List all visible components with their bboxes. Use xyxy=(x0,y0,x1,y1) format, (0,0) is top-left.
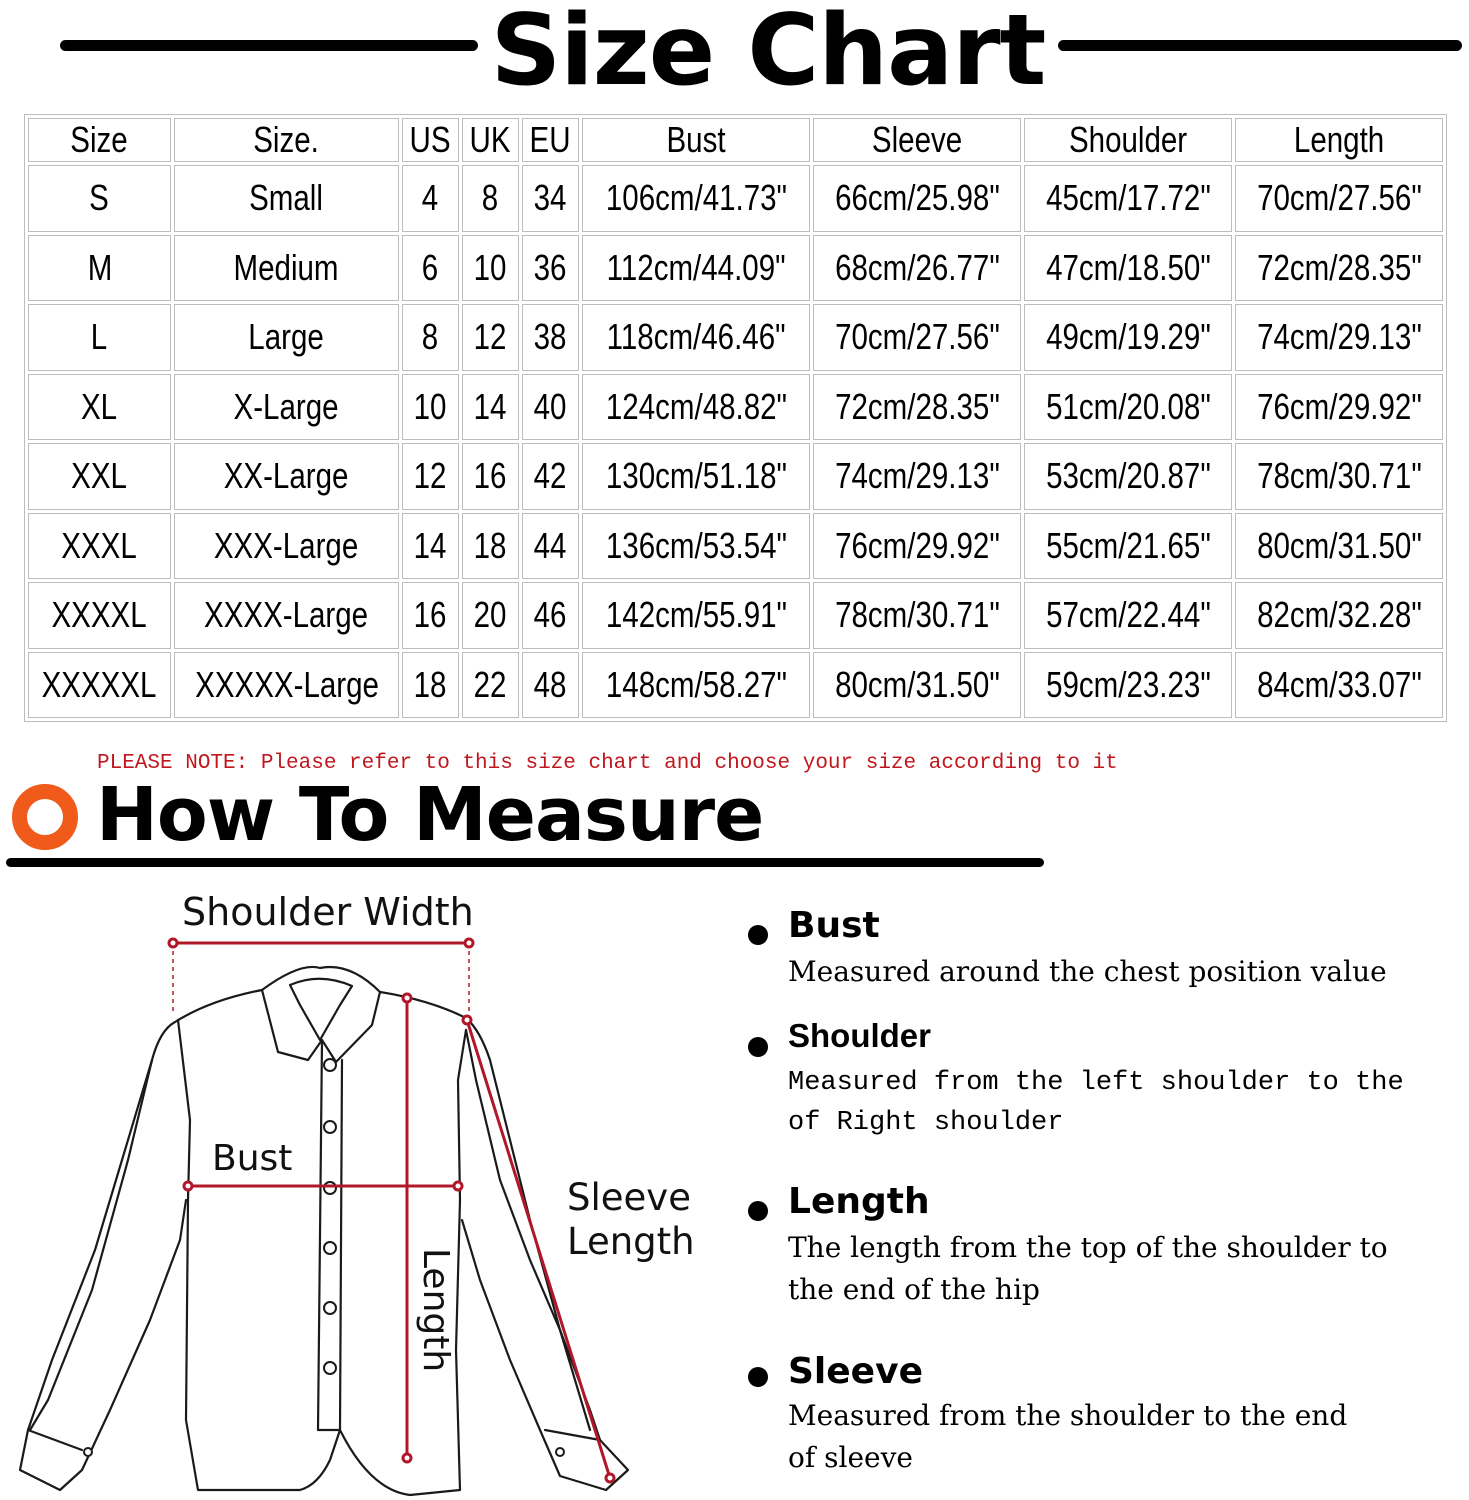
table-cell xyxy=(1235,582,1443,649)
sleeve-label-line1: Sleeve xyxy=(567,1176,691,1219)
column-header-label: EU xyxy=(529,119,571,160)
sleeve-label-line2: Length xyxy=(567,1220,695,1263)
table-cell xyxy=(402,374,459,441)
table-cell-value: 34 xyxy=(534,177,567,219)
table-cell-value: 82cm/32.28" xyxy=(1256,594,1422,636)
column-header xyxy=(582,118,810,162)
table-cell-value: 70cm/27.56" xyxy=(834,316,1000,358)
table-cell xyxy=(462,513,519,580)
table-cell-value: 136cm/53.54" xyxy=(605,524,787,566)
table-cell xyxy=(582,165,810,232)
def-desc xyxy=(788,1063,1428,1143)
table-cell-value: XXXXXL xyxy=(42,663,157,705)
table-cell-value: 38 xyxy=(534,316,567,358)
table-cell-value: Medium xyxy=(233,246,339,288)
table-cell xyxy=(813,652,1021,719)
bullet-icon xyxy=(748,1037,768,1057)
table-cell-value: 46 xyxy=(534,594,567,636)
table-cell-value: 8 xyxy=(482,177,499,219)
table-cell xyxy=(174,652,399,719)
size-note: PLEASE NOTE: Please refer to this size chart and choose your size according to it xyxy=(97,752,1118,775)
table-cell xyxy=(813,304,1021,371)
table-cell-value: 112cm/44.09" xyxy=(606,246,786,288)
table-cell-value: 68cm/26.77" xyxy=(834,246,1000,288)
table-cell-value: 42 xyxy=(534,455,567,497)
table-cell xyxy=(813,374,1021,441)
table-cell xyxy=(1235,235,1443,302)
table-cell-value: 16 xyxy=(474,455,507,497)
table-cell xyxy=(174,304,399,371)
table-cell-value: 14 xyxy=(414,524,447,566)
def-line: of Right shoulder xyxy=(788,1108,1064,1138)
bullet-icon xyxy=(748,925,768,945)
bullet-icon xyxy=(748,1201,768,1221)
table-cell-value: 78cm/30.71" xyxy=(1256,455,1422,497)
length-label: Length xyxy=(415,1248,456,1373)
size-table xyxy=(24,114,1447,722)
def-line: of sleeve xyxy=(788,1441,913,1474)
table-cell xyxy=(402,652,459,719)
table-cell xyxy=(462,374,519,441)
table-cell xyxy=(402,304,459,371)
table-cell xyxy=(174,443,399,510)
table-cell-value: X-Large xyxy=(233,385,340,427)
table-cell-value: 44 xyxy=(534,524,567,566)
column-header-label: UK xyxy=(469,119,511,160)
table-cell-value: L xyxy=(91,316,108,358)
table-cell xyxy=(462,235,519,302)
table-cell xyxy=(1024,582,1232,649)
column-header-label: US xyxy=(409,119,451,160)
table-cell-value: 10 xyxy=(474,246,507,288)
table-cell-value: 18 xyxy=(474,524,507,566)
table-cell xyxy=(813,165,1021,232)
table-cell-value: 78cm/30.71" xyxy=(834,594,1000,636)
table-cell xyxy=(522,304,579,371)
table-cell xyxy=(402,443,459,510)
bust-label: Bust xyxy=(212,1138,293,1179)
table-cell xyxy=(28,513,171,580)
table-cell-value: 148cm/58.27" xyxy=(605,663,787,705)
table-cell xyxy=(522,443,579,510)
table-cell xyxy=(522,374,579,441)
table-cell xyxy=(813,443,1021,510)
table-cell-value: 59cm/23.23" xyxy=(1045,663,1211,705)
table-cell-value: XX-Large xyxy=(224,455,349,497)
table-cell-value: 76cm/29.92" xyxy=(834,524,1000,566)
column-header xyxy=(1235,118,1443,162)
table-cell xyxy=(522,235,579,302)
table-cell xyxy=(28,165,171,232)
table-cell xyxy=(462,165,519,232)
table-cell xyxy=(582,443,810,510)
table-cell xyxy=(522,165,579,232)
table-cell xyxy=(28,235,171,302)
table-cell xyxy=(1024,513,1232,580)
table-cell-value: 4 xyxy=(422,177,439,219)
def-line: Measured from the shoulder to the end xyxy=(788,1399,1348,1432)
table-cell xyxy=(462,582,519,649)
table-cell xyxy=(522,513,579,580)
shoulder-width-label: Shoulder Width xyxy=(182,890,474,934)
table-cell xyxy=(174,513,399,580)
column-header xyxy=(522,118,579,162)
table-row xyxy=(28,443,1443,510)
table-cell-value: 40 xyxy=(534,385,567,427)
column-header xyxy=(813,118,1021,162)
table-header-row xyxy=(28,118,1443,162)
table-cell-value: 12 xyxy=(474,316,507,358)
measure-title: How To Measure xyxy=(96,772,764,858)
column-header xyxy=(28,118,171,162)
table-cell xyxy=(174,165,399,232)
column-header-label: Size xyxy=(70,119,129,160)
table-row xyxy=(28,652,1443,719)
table-cell-value: 18 xyxy=(414,663,447,705)
table-cell-value: 142cm/55.91" xyxy=(605,594,787,636)
table-cell xyxy=(174,235,399,302)
table-cell xyxy=(813,582,1021,649)
measure-heading xyxy=(0,772,1060,873)
table-cell xyxy=(28,443,171,510)
table-cell xyxy=(402,165,459,232)
table-cell xyxy=(1024,304,1232,371)
table-cell xyxy=(402,513,459,580)
table-cell-value: S xyxy=(89,177,110,219)
table-cell-value: 22 xyxy=(474,663,507,705)
def-title: Shoulder xyxy=(788,1017,932,1054)
table-cell xyxy=(462,443,519,510)
table-cell xyxy=(28,304,171,371)
table-cell-value: 106cm/41.73" xyxy=(605,177,787,219)
header-rule-left xyxy=(60,40,478,51)
table-cell-value: 12 xyxy=(414,455,447,497)
def-desc xyxy=(788,1227,1428,1311)
column-header xyxy=(462,118,519,162)
table-cell-value: 10 xyxy=(414,385,447,427)
def-desc xyxy=(788,951,1428,993)
table-cell xyxy=(1024,165,1232,232)
def-title: Sleeve xyxy=(788,1351,923,1392)
bullet-icon xyxy=(748,1367,768,1387)
table-cell-value: 57cm/22.44" xyxy=(1045,594,1211,636)
table-cell-value: 45cm/17.72" xyxy=(1045,177,1211,219)
table-cell xyxy=(582,235,810,302)
table-cell xyxy=(28,374,171,441)
table-cell-value: 53cm/20.87" xyxy=(1045,455,1211,497)
shirt-body xyxy=(30,990,466,1495)
table-cell xyxy=(1235,652,1443,719)
header-rule-right xyxy=(1058,40,1462,51)
table-cell xyxy=(28,582,171,649)
table-cell xyxy=(402,582,459,649)
table-cell-value: 84cm/33.07" xyxy=(1256,663,1422,705)
table-row xyxy=(28,513,1443,580)
table-cell xyxy=(1235,165,1443,232)
table-cell-value: 72cm/28.35" xyxy=(834,385,1000,427)
table-cell-value: 6 xyxy=(422,246,439,288)
column-header xyxy=(174,118,399,162)
table-cell-value: XXXXL xyxy=(51,594,148,636)
column-header xyxy=(1024,118,1232,162)
table-cell xyxy=(174,582,399,649)
table-cell-value: 118cm/46.46" xyxy=(606,316,786,358)
table-row xyxy=(28,582,1443,649)
table-cell xyxy=(582,304,810,371)
def-line: The length from the top of the shoulder to xyxy=(788,1231,1388,1264)
column-header xyxy=(402,118,459,162)
table-cell-value: 76cm/29.92" xyxy=(1256,385,1422,427)
table-cell-value: 55cm/21.65" xyxy=(1045,524,1211,566)
page-title: Size Chart xyxy=(490,0,1046,108)
table-row xyxy=(28,165,1443,232)
table-cell xyxy=(462,652,519,719)
table-cell-value: XXXX-Large xyxy=(204,594,369,636)
def-title: Length xyxy=(788,1181,930,1222)
table-cell xyxy=(1024,443,1232,510)
table-cell-value: M xyxy=(87,246,112,288)
column-header-label: Size. xyxy=(253,119,320,160)
column-header-label: Shoulder xyxy=(1068,119,1188,160)
table-cell-value: XXXXX-Large xyxy=(195,663,379,705)
table-cell xyxy=(1024,374,1232,441)
table-cell-value: 74cm/29.13" xyxy=(1256,316,1422,358)
table-cell xyxy=(1235,304,1443,371)
table-cell-value: 130cm/51.18" xyxy=(605,455,787,497)
table-cell xyxy=(582,582,810,649)
orange-ring-icon xyxy=(12,784,78,850)
table-cell-value: 47cm/18.50" xyxy=(1045,246,1211,288)
table-cell-value: 49cm/19.29" xyxy=(1045,316,1211,358)
table-cell-value: 51cm/20.08" xyxy=(1045,385,1211,427)
table-cell-value: 124cm/48.82" xyxy=(605,385,787,427)
table-cell-value: 74cm/29.13" xyxy=(834,455,1000,497)
table-cell xyxy=(1235,443,1443,510)
table-cell xyxy=(582,374,810,441)
table-cell-value: XXL xyxy=(71,455,128,497)
table-cell-value: 36 xyxy=(534,246,567,288)
table-row xyxy=(28,304,1443,371)
table-cell-value: XXXL xyxy=(61,524,138,566)
size-chart-header xyxy=(0,0,1469,110)
table-cell xyxy=(813,235,1021,302)
table-cell xyxy=(1235,374,1443,441)
table-cell xyxy=(28,652,171,719)
table-cell-value: 16 xyxy=(414,594,447,636)
table-cell-value: Large xyxy=(248,316,325,358)
def-desc xyxy=(788,1395,1428,1479)
table-cell xyxy=(1024,235,1232,302)
def-line: the end of the hip xyxy=(788,1273,1040,1306)
table-cell-value: 66cm/25.98" xyxy=(834,177,1000,219)
table-cell-value: XXX-Large xyxy=(214,524,359,566)
table-cell-value: 80cm/31.50" xyxy=(834,663,1000,705)
table-cell xyxy=(174,374,399,441)
table-row xyxy=(28,374,1443,441)
table-cell xyxy=(1024,652,1232,719)
table-cell-value: 70cm/27.56" xyxy=(1256,177,1422,219)
table-cell xyxy=(402,235,459,302)
column-header-label: Bust xyxy=(666,119,726,160)
table-cell xyxy=(1235,513,1443,580)
def-line: Measured around the chest position value xyxy=(788,955,1387,988)
table-cell-value: 14 xyxy=(474,385,507,427)
def-title: Bust xyxy=(788,905,880,946)
table-cell xyxy=(813,513,1021,580)
table-cell xyxy=(582,513,810,580)
table-cell xyxy=(522,582,579,649)
column-header-label: Length xyxy=(1293,119,1385,160)
table-cell xyxy=(522,652,579,719)
table-cell-value: XL xyxy=(81,385,118,427)
def-line: Measured from the left shoulder to the xyxy=(788,1068,1404,1098)
table-cell xyxy=(582,652,810,719)
shirt-diagram xyxy=(0,880,720,1500)
table-cell-value: 8 xyxy=(422,316,439,358)
table-cell-value: 80cm/31.50" xyxy=(1256,524,1422,566)
table-cell-value: 48 xyxy=(534,663,567,705)
measure-rule xyxy=(6,858,1044,867)
table-cell xyxy=(462,304,519,371)
table-cell-value: Small xyxy=(249,177,324,219)
column-header-label: Sleeve xyxy=(871,119,963,160)
table-cell-value: 72cm/28.35" xyxy=(1256,246,1422,288)
table-cell-value: 20 xyxy=(474,594,507,636)
table-row xyxy=(28,235,1443,302)
